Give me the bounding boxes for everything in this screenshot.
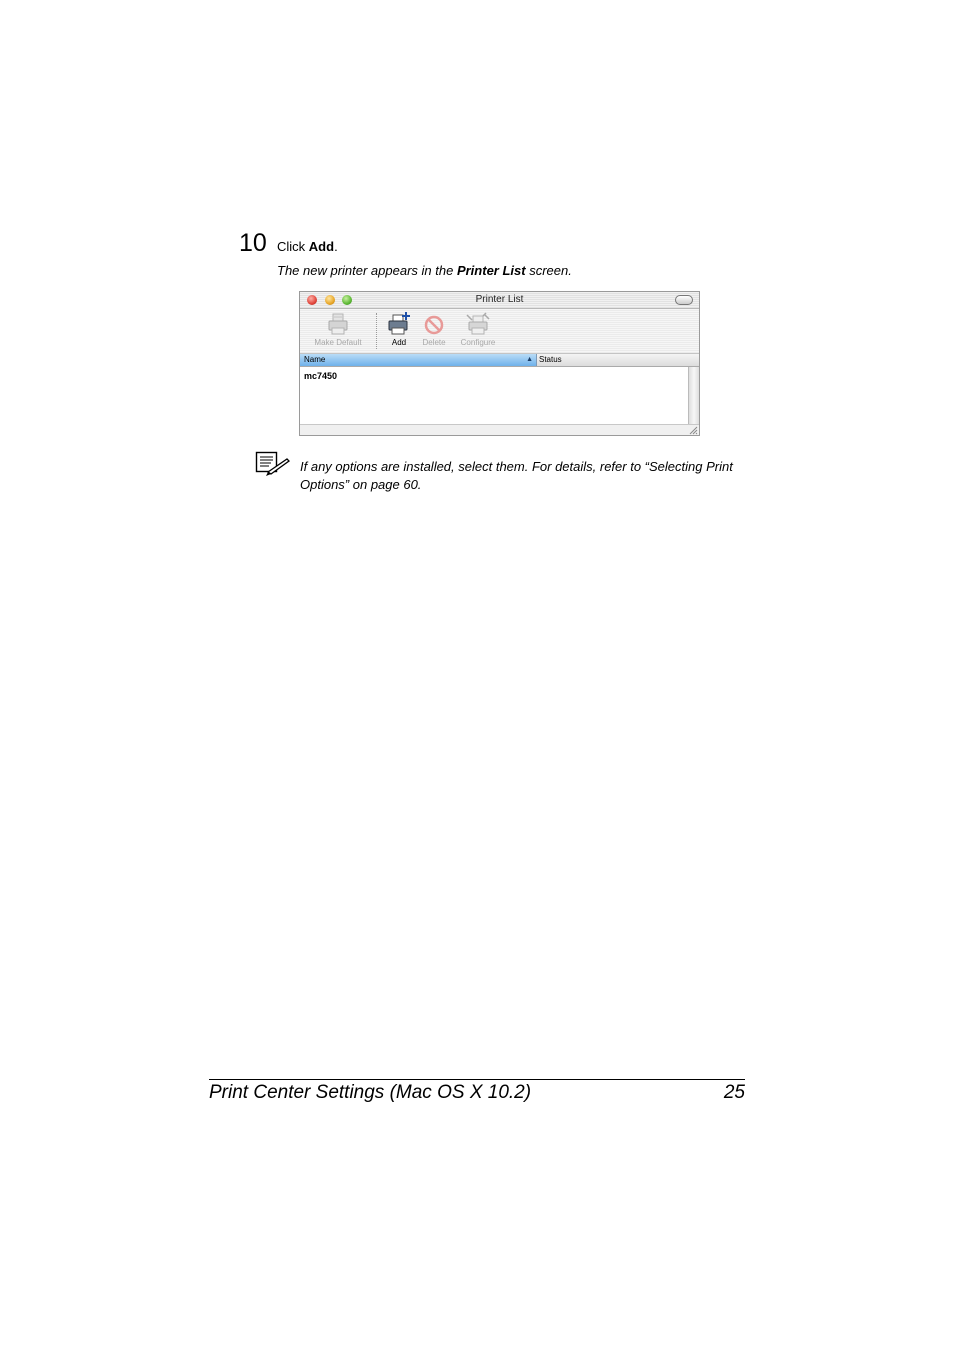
instruction-suffix: . (334, 239, 338, 254)
step-description (277, 263, 572, 278)
printer-list-body (300, 367, 688, 424)
window-bottom-bar (300, 424, 699, 436)
footer-title: Print Center Settings (Mac OS X 10.2) (209, 1082, 532, 1103)
resize-grip-icon[interactable] (689, 426, 698, 435)
desc-bold: Printer List (456, 263, 526, 278)
column-header-name[interactable] (300, 354, 537, 366)
toolbar-separator (376, 313, 377, 349)
printer-add-icon (387, 312, 411, 336)
delete-button[interactable] (419, 312, 449, 347)
delete-icon (423, 312, 445, 336)
instruction-prefix: Click (277, 239, 306, 254)
printer-list-window (299, 291, 700, 436)
column-name-label: Name (304, 355, 326, 364)
note-pencil-icon (255, 451, 291, 477)
sort-ascending-icon: ▲ (526, 356, 533, 363)
toolbar-toggle-button[interactable] (675, 295, 693, 305)
configure-icon (466, 312, 490, 336)
configure-label: Configure (460, 338, 496, 347)
note-text: If any options are installed, select them. For details, refer to “Selecting Print Options” on page 60. (300, 459, 733, 492)
configure-button[interactable] (455, 312, 501, 347)
column-header-status[interactable]: Status (539, 355, 562, 364)
window-title: Printer List (475, 294, 524, 305)
window-titlebar[interactable] (300, 292, 699, 309)
desc-suffix: screen. (529, 263, 572, 278)
make-default-label: Make Default (314, 338, 362, 347)
add-label: Add (391, 338, 407, 347)
vertical-scrollbar[interactable] (688, 367, 699, 424)
step-number: 10 (239, 229, 267, 257)
printer-row[interactable]: mc7450 (304, 371, 338, 381)
step-instruction (277, 239, 338, 254)
delete-label: Delete (422, 338, 446, 347)
instruction-bold: Add (308, 239, 335, 254)
desc-prefix: The new printer appears in the (277, 263, 454, 278)
page-number: 25 (723, 1082, 745, 1103)
window-toolbar (300, 309, 699, 354)
footer-divider (209, 1079, 745, 1080)
make-default-button[interactable] (309, 312, 367, 347)
add-button[interactable] (386, 312, 412, 347)
list-header (300, 354, 699, 367)
printer-default-icon (327, 312, 349, 336)
